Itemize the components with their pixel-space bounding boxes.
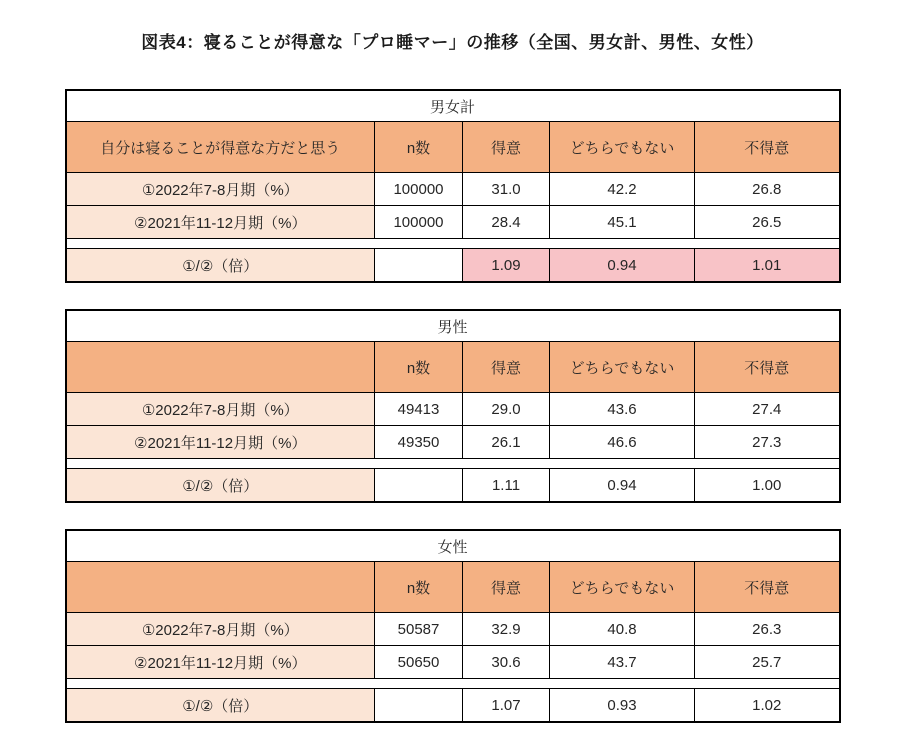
value-cell-good: 31.0 <box>463 173 550 206</box>
ratio-value-bad: 1.02 <box>695 689 840 723</box>
section-row-female <box>66 530 840 562</box>
row-header-label <box>66 342 375 393</box>
row-label: ①2022年7-8月期（%） <box>66 393 375 426</box>
value-cell-neither: 46.6 <box>550 426 695 459</box>
value-cell-good: 30.6 <box>463 646 550 679</box>
ratio-value-bad: 1.01 <box>695 249 840 283</box>
value-cell-neither: 42.2 <box>550 173 695 206</box>
value-cell-bad: 26.3 <box>695 613 840 646</box>
ratio-n-empty <box>375 249 463 283</box>
ratio-label: ①/②（倍） <box>66 689 375 723</box>
spacer-row <box>66 239 840 249</box>
value-cell-n: 49413 <box>375 393 463 426</box>
ratio-n-empty <box>375 469 463 503</box>
ratio-label: ①/②（倍） <box>66 249 375 283</box>
col-header-neither: どちらでもない <box>550 562 695 613</box>
section-header-male: 男性 <box>66 310 840 342</box>
value-cell-neither: 45.1 <box>550 206 695 239</box>
section-row-total <box>66 90 840 122</box>
section-row-male <box>66 310 840 342</box>
ratio-n-empty <box>375 689 463 723</box>
col-header-bad: 不得意 <box>695 342 840 393</box>
value-cell-n: 50650 <box>375 646 463 679</box>
ratio-value-good: 1.09 <box>463 249 550 283</box>
table-row <box>66 646 840 679</box>
col-header-good: 得意 <box>463 122 550 173</box>
table-female <box>65 529 841 723</box>
value-cell-n: 50587 <box>375 613 463 646</box>
value-cell-bad: 26.5 <box>695 206 840 239</box>
column-header-row <box>66 342 840 393</box>
spacer-cell <box>66 239 840 249</box>
value-cell-bad: 27.3 <box>695 426 840 459</box>
row-label: ②2021年11-12月期（%） <box>66 646 375 679</box>
table-row <box>66 173 840 206</box>
col-header-n: n数 <box>375 122 463 173</box>
col-header-good: 得意 <box>463 562 550 613</box>
value-cell-bad: 26.8 <box>695 173 840 206</box>
value-cell-good: 26.1 <box>463 426 550 459</box>
value-cell-bad: 27.4 <box>695 393 840 426</box>
col-header-bad: 不得意 <box>695 122 840 173</box>
value-cell-neither: 43.7 <box>550 646 695 679</box>
ratio-value-good: 1.07 <box>463 689 550 723</box>
row-label: ①2022年7-8月期（%） <box>66 613 375 646</box>
table-row <box>66 613 840 646</box>
row-label: ②2021年11-12月期（%） <box>66 206 375 239</box>
ratio-value-neither: 0.93 <box>550 689 695 723</box>
ratio-row <box>66 249 840 283</box>
row-label: ①2022年7-8月期（%） <box>66 173 375 206</box>
ratio-value-neither: 0.94 <box>550 249 695 283</box>
col-header-good: 得意 <box>463 342 550 393</box>
value-cell-neither: 43.6 <box>550 393 695 426</box>
ratio-row <box>66 469 840 503</box>
ratio-label: ①/②（倍） <box>66 469 375 503</box>
table-total <box>65 89 841 283</box>
table-row <box>66 206 840 239</box>
table-row <box>66 393 840 426</box>
table-row <box>66 426 840 459</box>
ratio-row <box>66 689 840 723</box>
col-header-bad: 不得意 <box>695 562 840 613</box>
spacer-cell <box>66 459 840 469</box>
ratio-value-neither: 0.94 <box>550 469 695 503</box>
row-header-label: 自分は寝ることが得意な方だと思う <box>66 122 375 173</box>
table-male <box>65 309 841 503</box>
col-header-n: n数 <box>375 562 463 613</box>
row-header-label <box>66 562 375 613</box>
ratio-value-bad: 1.00 <box>695 469 840 503</box>
value-cell-good: 28.4 <box>463 206 550 239</box>
ratio-value-good: 1.11 <box>463 469 550 503</box>
value-cell-bad: 25.7 <box>695 646 840 679</box>
value-cell-good: 29.0 <box>463 393 550 426</box>
column-header-row <box>66 562 840 613</box>
value-cell-n: 100000 <box>375 173 463 206</box>
value-cell-neither: 40.8 <box>550 613 695 646</box>
spacer-row <box>66 459 840 469</box>
value-cell-n: 49350 <box>375 426 463 459</box>
value-cell-n: 100000 <box>375 206 463 239</box>
section-header-total: 男女計 <box>66 90 840 122</box>
figure-title: 図表4：寝ることが得意な「プロ睡マー」の推移（全国、男女計、男性、女性） <box>141 33 764 52</box>
row-label: ②2021年11-12月期（%） <box>66 426 375 459</box>
value-cell-good: 32.9 <box>463 613 550 646</box>
section-header-female: 女性 <box>66 530 840 562</box>
col-header-neither: どちらでもない <box>550 122 695 173</box>
spacer-row <box>66 679 840 689</box>
col-header-neither: どちらでもない <box>550 342 695 393</box>
column-header-row <box>66 122 840 173</box>
col-header-n: n数 <box>375 342 463 393</box>
spacer-cell <box>66 679 840 689</box>
